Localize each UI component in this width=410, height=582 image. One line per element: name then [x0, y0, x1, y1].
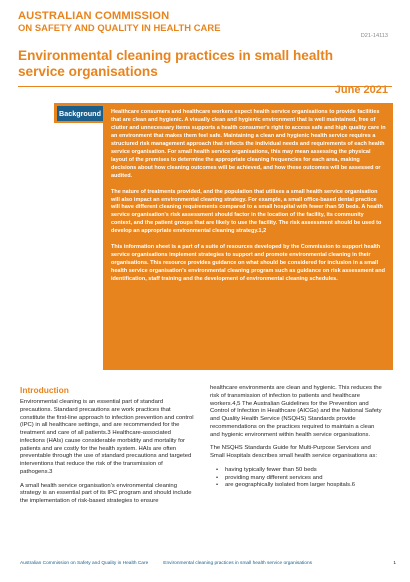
introduction-heading: Introduction — [20, 385, 69, 395]
background-paragraph: The nature of treatments provided, and the population that utilises a small health service organisation will also impact an environmental cleaning strategy. For example, a small office-based dental practice will have different cleaning requirements compared to a small hospital with fewer than 50 beds. A health service organisation's risk assessment should factor in the location of the facility, its community context, and the patient groups that are likely to use the facility. The risk assessment should be used to develop an appropriate environmental cleaning strategy.1,2 — [111, 188, 383, 235]
introduction-paragraph: healthcare environments are clean and hygienic. This reduces the risk of transmission of infection to patients and healthcare workers.4,5 The Australian Guidelines for the Prevention and Control of Infection in Healthcare (AICGs) and the National Safety and Quality Health Service (NSQHS) Standards provide recommendations on the practices required to maintain a clean and hygienic environment within health service organisations. — [210, 385, 382, 438]
document-number: D21-14113 — [360, 33, 388, 39]
introduction-paragraph: The NSQHS Standards Guide for Multi-Purpose Services and Small Hospitals describes small health service organisations as: — [210, 445, 377, 459]
footer-organisation: Australian Commission on Safety and Quality in Health Care — [20, 561, 149, 566]
background-paragraph: This information sheet is a part of a suite of resources developed by the Commission to support health service organisations implement strategies to support and promote environmental cleaning in their organisations. This resource provides guidance on what should be considered for inclusion in a small health service organisation's environmental cleaning program such as guidance on risk assessment and identification, staff training and the development of environmental cleaning schedules. — [111, 244, 385, 283]
introduction-paragraph: Environmental cleaning is an essential part of standard precautions. Standard precautions are work practices that constitute the first-line approach to infection prevention and control (IPC) in all healthcare settings, and are recommended for the treatment and care of all patients.3 Healthcare-associated infections (HAIs) cause considerable morbidity and mortality for patients and are costly for the health system. HAIs are often preventable through the use of standard precautions and targeted interventions that reduce the risk of the transmission of pathogens.3 — [20, 399, 194, 475]
list-item: • providing many different services and — [216, 475, 385, 483]
footer-document-title: Environmental cleaning practices in small health service organisations — [163, 561, 313, 566]
org-name-line1: AUSTRALIAN COMMISSION — [18, 10, 170, 22]
publication-date: June 2021 — [334, 84, 388, 96]
background-label: Background — [57, 106, 103, 121]
introduction-left-column — [20, 385, 195, 512]
small-service-criteria-list — [216, 467, 385, 490]
list-item: • are geographically isolated from larger hospitals.6 — [216, 482, 385, 490]
list-item: • having typically fewer than 50 beds — [216, 467, 385, 475]
introduction-paragraph: A small health service organisation's environmental cleaning strategy is an essential part of its IPC program and should include the implementation of risk-based strategies to ensure — [20, 482, 192, 504]
org-name-line2: ON SAFETY AND QUALITY IN HEALTH CARE — [18, 22, 221, 33]
organisation-logo-text — [18, 10, 221, 34]
background-panel — [103, 103, 393, 370]
page-title: Environmental cleaning practices in small health service organisations — [18, 48, 334, 79]
introduction-right-column — [210, 385, 385, 490]
page-number: 1 — [393, 561, 396, 566]
background-paragraph: Healthcare consumers and healthcare workers expect health service organisations to provide facilities that are clean and hygienic. A visually clean and hygienic environment that is well maintained, free of clutter and unnecessary items supports a health consumer's right to access safe and high quality care in an environment that makes them feel safe. Maintaining a clean and hygienic health service requires a structured risk management approach that reflects the individual needs and requirements of each health service organisation. For small health service organisations, this may mean assessing the physical layout of the premises to determine the appropriate cleaning frequencies for each area, making decisions about how cleaning outcomes will be achieved, and how these outcomes will be assessed or audited. — [111, 109, 386, 179]
page-footer — [20, 561, 396, 566]
